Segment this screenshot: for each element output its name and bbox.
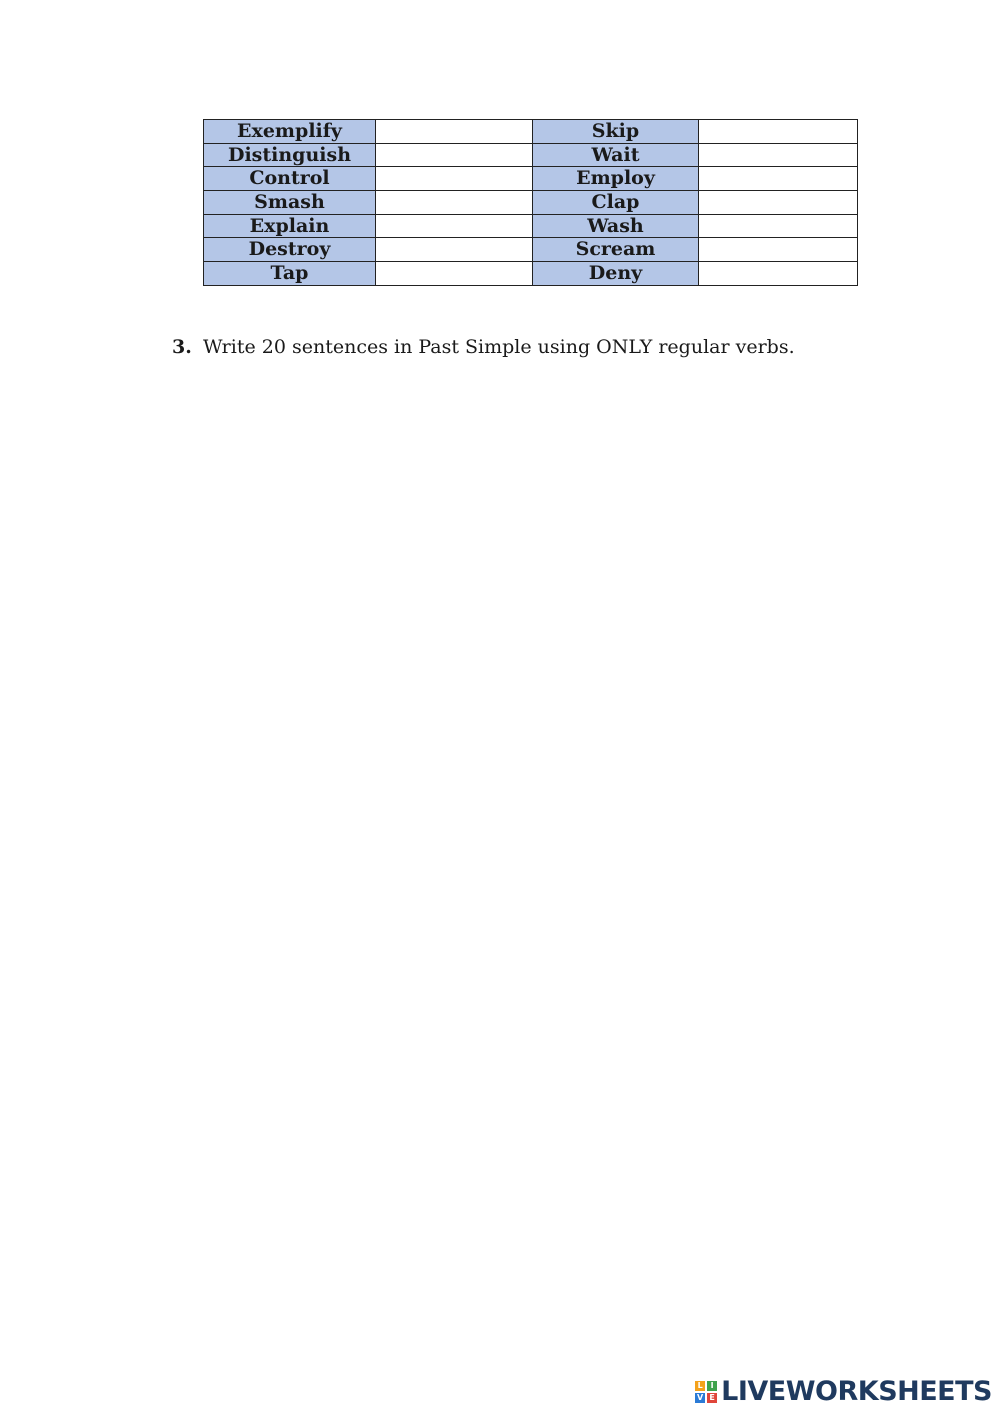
table-row: [204, 191, 858, 215]
answer-cell[interactable]: [376, 191, 533, 215]
verb-cell: Scream: [533, 238, 699, 262]
table-row: [204, 120, 858, 144]
answer-cell[interactable]: [376, 214, 533, 238]
logo-letter: V: [697, 1392, 704, 1402]
liveworksheets-brand: [695, 1376, 992, 1407]
table-row: [204, 238, 858, 262]
logo-letter: E: [707, 1393, 717, 1403]
answer-cell[interactable]: [699, 214, 858, 238]
table-row: [204, 262, 858, 286]
answer-cell[interactable]: [376, 167, 533, 191]
answer-cell[interactable]: [376, 120, 533, 144]
verb-cell: Clap: [533, 191, 699, 215]
answer-cell[interactable]: [376, 143, 533, 167]
verb-cell: Smash: [204, 191, 376, 215]
exercise-instruction: [172, 334, 795, 360]
answer-cell[interactable]: [699, 191, 858, 215]
verb-cell: Destroy: [204, 238, 376, 262]
answer-cell[interactable]: [699, 143, 858, 167]
logo-letter: L: [695, 1381, 705, 1391]
answer-cell[interactable]: [699, 262, 858, 286]
table-row: [204, 214, 858, 238]
liveworksheets-logo-icon: [695, 1381, 717, 1403]
answer-cell[interactable]: [699, 120, 858, 144]
exercise-number: 3.: [172, 336, 192, 358]
verb-cell: Exemplify: [204, 120, 376, 144]
verb-cell: Wash: [533, 214, 699, 238]
exercise-text: Write 20 sentences in Past Simple using ONLY regular verbs.: [203, 336, 795, 358]
answer-cell[interactable]: [376, 238, 533, 262]
verb-cell: Employ: [533, 167, 699, 191]
verb-cell: Skip: [533, 120, 699, 144]
table-row: [204, 167, 858, 191]
answer-cell[interactable]: [699, 238, 858, 262]
verb-cell: Deny: [533, 262, 699, 286]
verb-cell: Explain: [204, 214, 376, 238]
verb-table: [203, 119, 858, 286]
verb-cell: Distinguish: [204, 143, 376, 167]
table-row: [204, 143, 858, 167]
answer-cell[interactable]: [376, 262, 533, 286]
logo-letter: I: [707, 1381, 717, 1391]
brand-name: LIVEWORKSHEETS: [721, 1376, 992, 1407]
verb-cell: Wait: [533, 143, 699, 167]
answer-cell[interactable]: [699, 167, 858, 191]
verb-cell: Control: [204, 167, 376, 191]
verb-cell: Tap: [204, 262, 376, 286]
